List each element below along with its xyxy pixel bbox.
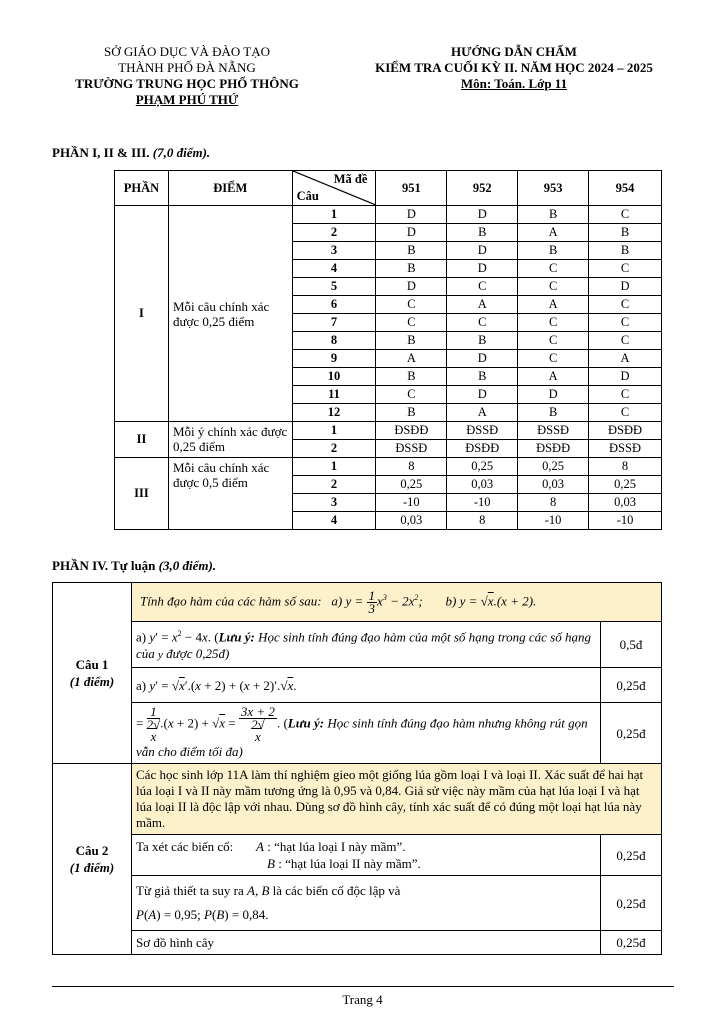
answer-cell: C bbox=[518, 314, 589, 332]
answer-cell: C bbox=[447, 314, 518, 332]
question-number: 1 bbox=[292, 458, 376, 476]
col-made: Mã đề bbox=[333, 172, 368, 186]
essay-table bbox=[52, 582, 662, 955]
header-right bbox=[355, 44, 673, 92]
answer-cell: B bbox=[376, 260, 447, 278]
answer-cell: B bbox=[518, 242, 589, 260]
answer-cell: ĐSĐĐ bbox=[447, 440, 518, 458]
answer-cell: C bbox=[518, 278, 589, 296]
answer-cell: 0,25 bbox=[518, 458, 589, 476]
cau1-row1-score: 0,5đ bbox=[601, 622, 662, 668]
answer-cell: D bbox=[447, 206, 518, 224]
answer-cell: 0,03 bbox=[518, 476, 589, 494]
answer-cell: ĐSSĐ bbox=[518, 422, 589, 440]
answer-cell: -10 bbox=[376, 494, 447, 512]
section1-points: (7,0 điểm). bbox=[152, 145, 211, 160]
answer-table-body bbox=[115, 206, 662, 530]
answer-cell: B bbox=[447, 224, 518, 242]
answer-cell: 8 bbox=[447, 512, 518, 530]
fraction-1-over-2sqrtx: 1 2√ x bbox=[146, 704, 161, 745]
answer-cell: C bbox=[589, 404, 662, 422]
code-953: 953 bbox=[518, 171, 589, 206]
answer-cell: 0,25 bbox=[376, 476, 447, 494]
answer-cell: A bbox=[447, 404, 518, 422]
question-number: 11 bbox=[292, 386, 376, 404]
answer-cell: A bbox=[518, 296, 589, 314]
answer-cell: D bbox=[447, 242, 518, 260]
answer-table bbox=[114, 170, 662, 530]
answer-row bbox=[115, 206, 662, 224]
answer-cell: D bbox=[376, 224, 447, 242]
answer-cell: C bbox=[518, 350, 589, 368]
question-number: 3 bbox=[292, 494, 376, 512]
cau2-prompt: Các học sinh lớp 11A làm thí nghiệm gieo một giống lúa gồm loại I và loại II. Xác suất để hai hạt lúa loại I và II này mầm tương ứng là 0,95 và 0,84. Giả sử việc này mầm của hạt lúa loại I và hạt lúa loại II là độc lập với nhau. Dùng sơ đồ hình cây, tính xác suất để có đúng một loại hạt lúa này mầm. bbox=[132, 764, 662, 835]
header-left-line2: THÀNH PHỐ ĐÀ NẴNG bbox=[118, 60, 256, 75]
answer-cell: 8 bbox=[376, 458, 447, 476]
answer-cell: 8 bbox=[518, 494, 589, 512]
answer-cell: B bbox=[376, 368, 447, 386]
answer-cell: C bbox=[376, 386, 447, 404]
header-right-line1: HƯỚNG DẪN CHẤM bbox=[451, 44, 577, 59]
answer-cell: ĐSĐĐ bbox=[518, 440, 589, 458]
cau2-label-cell bbox=[53, 764, 132, 955]
answer-cell: D bbox=[447, 386, 518, 404]
code-951: 951 bbox=[376, 171, 447, 206]
part-name: III bbox=[115, 458, 169, 530]
cau1-row3 bbox=[53, 703, 662, 764]
answer-cell: B bbox=[447, 368, 518, 386]
answer-cell: ĐSSĐ bbox=[447, 422, 518, 440]
cau1-row2-content: a) y′ = √x′.(x + 2) + (x + 2)′.√x. bbox=[132, 668, 601, 703]
fraction-one-third: $\frac{1}{3}$ bbox=[368, 587, 376, 616]
answer-cell: A bbox=[447, 296, 518, 314]
part-score-rule: Mỗi câu chính xác được 0,25 điểm bbox=[168, 206, 292, 422]
answer-cell: A bbox=[589, 350, 662, 368]
header-left bbox=[52, 44, 322, 108]
answer-cell: C bbox=[589, 332, 662, 350]
question-number: 4 bbox=[292, 260, 376, 278]
question-number: 12 bbox=[292, 404, 376, 422]
cau1-row1-content: a) $y' = x^2 - 4x$. (Lưu ý: Học sinh tính đúng đạo hàm của một số hạng trong các số hạng của y được 0,25đ) bbox=[132, 622, 601, 668]
part-score-rule: Mỗi ý chính xác được 0,25 điểm bbox=[168, 422, 292, 458]
cau1-label: Câu 1 bbox=[75, 657, 109, 673]
cau2-row1 bbox=[53, 835, 662, 876]
answer-cell: ĐSĐĐ bbox=[589, 422, 662, 440]
question-number: 2 bbox=[292, 476, 376, 494]
answer-cell: C bbox=[589, 314, 662, 332]
answer-cell: B bbox=[376, 404, 447, 422]
answer-cell: C bbox=[589, 386, 662, 404]
answer-cell: A bbox=[518, 224, 589, 242]
cau1-row3-score: 0,25đ bbox=[601, 703, 662, 764]
answer-cell: D bbox=[447, 350, 518, 368]
answer-cell: A bbox=[376, 350, 447, 368]
answer-cell: B bbox=[447, 332, 518, 350]
answer-cell: C bbox=[376, 296, 447, 314]
school-name: TRƯỜNG TRUNG HỌC PHỔ THÔNG bbox=[75, 76, 299, 91]
answer-cell: 0,03 bbox=[589, 494, 662, 512]
cau1-row1 bbox=[53, 622, 662, 668]
answer-cell: D bbox=[518, 386, 589, 404]
part-name: II bbox=[115, 422, 169, 458]
cau2-row2 bbox=[53, 876, 662, 931]
footer-divider bbox=[52, 986, 674, 987]
answer-cell: C bbox=[518, 332, 589, 350]
answer-cell: D bbox=[589, 368, 662, 386]
section2-title: PHẦN IV. Tự luận (3,0 điểm). bbox=[52, 558, 217, 573]
question-number: 1 bbox=[292, 206, 376, 224]
answer-cell: D bbox=[376, 206, 447, 224]
cau2-row3-score: 0,25đ bbox=[601, 931, 662, 955]
answer-cell: C bbox=[376, 314, 447, 332]
question-number: 3 bbox=[292, 242, 376, 260]
answer-cell: C bbox=[589, 206, 662, 224]
cau2-row3-content: Sơ đồ hình cây bbox=[132, 931, 601, 955]
answer-cell: C bbox=[447, 278, 518, 296]
page-number: Trang 4 bbox=[342, 992, 383, 1007]
header-right-line3: Môn: Toán. Lớp 11 bbox=[460, 76, 568, 91]
answer-cell: B bbox=[589, 242, 662, 260]
answer-cell: D bbox=[447, 260, 518, 278]
cau1-row3-content: = 1 2√ x .(x + 2) + √x = 3x + 2 2√ x . (Lưu ý: Học sinh tính đúng đạo hàm nhưng không rút gọn vẫn cho điểm tối đa) bbox=[132, 703, 601, 764]
answer-table-header bbox=[115, 171, 662, 206]
question-number: 2 bbox=[292, 440, 376, 458]
cau1-prompt-row bbox=[53, 583, 662, 622]
cau1-row2 bbox=[53, 668, 662, 703]
col-cau: Câu bbox=[296, 189, 319, 203]
code-954: 954 bbox=[589, 171, 662, 206]
answer-cell: -10 bbox=[518, 512, 589, 530]
cau2-row1-content: Ta xét các biến cố: A : “hạt lúa loại I này mầm”. B : “hạt lúa loại II này mầm”. bbox=[132, 835, 601, 876]
answer-cell: B bbox=[589, 224, 662, 242]
cau1-label-cell bbox=[53, 583, 132, 764]
question-number: 2 bbox=[292, 224, 376, 242]
answer-row bbox=[115, 422, 662, 440]
school-name-2: PHẠM PHÚ THỨ bbox=[135, 92, 239, 107]
cau1-points: (1 điểm) bbox=[69, 674, 115, 690]
answer-row bbox=[115, 458, 662, 476]
answer-cell: -10 bbox=[447, 494, 518, 512]
header-right-line2: KIỂM TRA CUỐI KỲ II. NĂM HỌC 2024 – 2025 bbox=[375, 60, 653, 75]
cau2-row1-score: 0,25đ bbox=[601, 835, 662, 876]
question-number: 10 bbox=[292, 368, 376, 386]
cau2-label: Câu 2 bbox=[75, 843, 109, 859]
answer-cell: B bbox=[376, 332, 447, 350]
answer-cell: ĐSĐĐ bbox=[376, 422, 447, 440]
answer-cell: D bbox=[589, 278, 662, 296]
cau2-points: (1 điểm) bbox=[69, 860, 115, 876]
answer-cell: B bbox=[518, 404, 589, 422]
question-number: 7 bbox=[292, 314, 376, 332]
answer-cell: ĐSSĐ bbox=[376, 440, 447, 458]
answer-cell: ĐSSĐ bbox=[589, 440, 662, 458]
question-number: 9 bbox=[292, 350, 376, 368]
cau2-row2-content: Từ giả thiết ta suy ra A, B là các biến cố độc lập và P(A) = 0,95; P(B) = 0,84. bbox=[132, 876, 601, 931]
cau2-row2-score: 0,25đ bbox=[601, 876, 662, 931]
col-diem: ĐIỂM bbox=[168, 171, 292, 206]
answer-cell: C bbox=[589, 296, 662, 314]
question-number: 1 bbox=[292, 422, 376, 440]
cau1-prompt: Tính đạo hàm của các hàm số sau: a) y = $\frac{1}{3}$ $x^3 - 2x^2$; b) y = √x.(x + 2). bbox=[132, 583, 662, 622]
question-number: 8 bbox=[292, 332, 376, 350]
code-952: 952 bbox=[447, 171, 518, 206]
answer-cell: 8 bbox=[589, 458, 662, 476]
answer-cell: C bbox=[589, 260, 662, 278]
answer-cell: B bbox=[376, 242, 447, 260]
answer-cell: 0,03 bbox=[447, 476, 518, 494]
cau2-prompt-row bbox=[53, 764, 662, 835]
col-phan: PHẦN bbox=[115, 171, 169, 206]
answer-cell: 0,25 bbox=[589, 476, 662, 494]
section2-points: (3,0 điểm). bbox=[158, 558, 217, 573]
answer-cell: 0,25 bbox=[447, 458, 518, 476]
question-number: 4 bbox=[292, 512, 376, 530]
part-name: I bbox=[115, 206, 169, 422]
answer-cell: C bbox=[518, 260, 589, 278]
col-made-cau bbox=[292, 171, 376, 206]
answer-cell: -10 bbox=[589, 512, 662, 530]
header-left-line1: SỞ GIÁO DỤC VÀ ĐÀO TẠO bbox=[104, 44, 270, 59]
question-number: 6 bbox=[292, 296, 376, 314]
fraction-3x2-over-2sqrtx: 3x + 2 2√ x bbox=[240, 704, 275, 745]
question-number: 5 bbox=[292, 278, 376, 296]
cau2-row3 bbox=[53, 931, 662, 955]
answer-cell: A bbox=[518, 368, 589, 386]
part-score-rule: Mỗi câu chính xác được 0,5 điểm bbox=[168, 458, 292, 530]
cau1-row2-score: 0,25đ bbox=[601, 668, 662, 703]
section1-title: PHẦN I, II & III. (7,0 điểm). bbox=[52, 145, 211, 160]
answer-cell: 0,03 bbox=[376, 512, 447, 530]
answer-cell: B bbox=[518, 206, 589, 224]
answer-cell: D bbox=[376, 278, 447, 296]
